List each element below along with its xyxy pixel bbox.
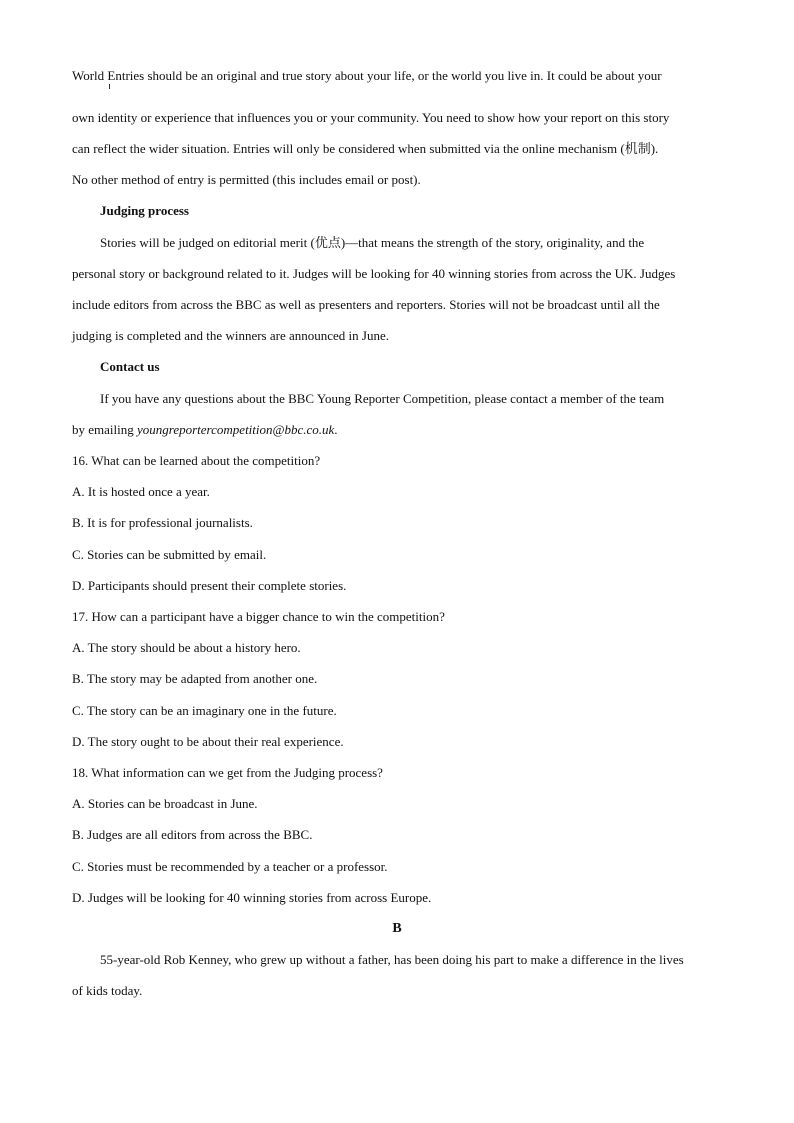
passage-line: Stories will be judged on editorial merit (优点)—that means the strength of the story, originality, and the [100, 235, 645, 250]
answer-option: C. Stories must be recommended by a teacher or a professor. [72, 859, 388, 874]
passage-line: can reflect the wider situation. Entries will only be considered when submitted via the online mechanism (机制). [72, 141, 659, 156]
answer-option: B. Judges are all editors from across the BBC. [72, 827, 313, 842]
answer-option: D. Participants should present their complete stories. [72, 578, 347, 593]
contact-email[interactable]: youngreportercompetition@bbc.co.uk [137, 422, 335, 437]
question-stem: 17. How can a participant have a bigger chance to win the competition? [72, 609, 445, 624]
answer-option: C. The story can be an imaginary one in the future. [72, 703, 337, 718]
stray-mark [109, 84, 110, 89]
passage-line: No other method of entry is permitted (this includes email or post). [72, 172, 421, 187]
passage-line: personal story or background related to it. Judges will be looking for 40 winning stories from across the UK. Judges [72, 266, 676, 281]
judging-heading: Judging process [100, 203, 189, 218]
passage-line: World Entries should be an original and true story about your life, or the world you live in. It could be about your [72, 68, 662, 83]
contact-email-line [72, 421, 722, 439]
answer-option: B. The story may be adapted from another one. [72, 671, 318, 686]
passage-line: include editors from across the BBC as well as presenters and reporters. Stories will not be broadcast until all the [72, 297, 660, 312]
passage-line: of kids today. [72, 983, 143, 998]
question-stem: 16. What can be learned about the competition? [72, 453, 321, 468]
passage-line: 55-year-old Rob Kenney, who grew up without a father, has been doing his part to make a difference in the lives [100, 952, 684, 967]
answer-option: D. Judges will be looking for 40 winning stories from across Europe. [72, 890, 432, 905]
passage-line: If you have any questions about the BBC Young Reporter Competition, please contact a member of the team [100, 391, 665, 406]
question-stem: 18. What information can we get from the Judging process? [72, 765, 383, 780]
contact-suffix: . [334, 422, 338, 437]
answer-option: A. It is hosted once a year. [72, 484, 210, 499]
section-b-label: B [392, 921, 402, 936]
answer-option: C. Stories can be submitted by email. [72, 547, 267, 562]
answer-option: D. The story ought to be about their real experience. [72, 734, 344, 749]
passage-line: judging is completed and the winners are announced in June. [72, 328, 389, 343]
answer-option: A. Stories can be broadcast in June. [72, 796, 258, 811]
answer-option: B. It is for professional journalists. [72, 515, 253, 530]
answer-option: A. The story should be about a history hero. [72, 640, 301, 655]
contact-heading: Contact us [100, 359, 160, 374]
passage-line: own identity or experience that influences you or your community. You need to show how your report on this story [72, 110, 670, 125]
contact-prefix: by emailing [72, 422, 137, 437]
